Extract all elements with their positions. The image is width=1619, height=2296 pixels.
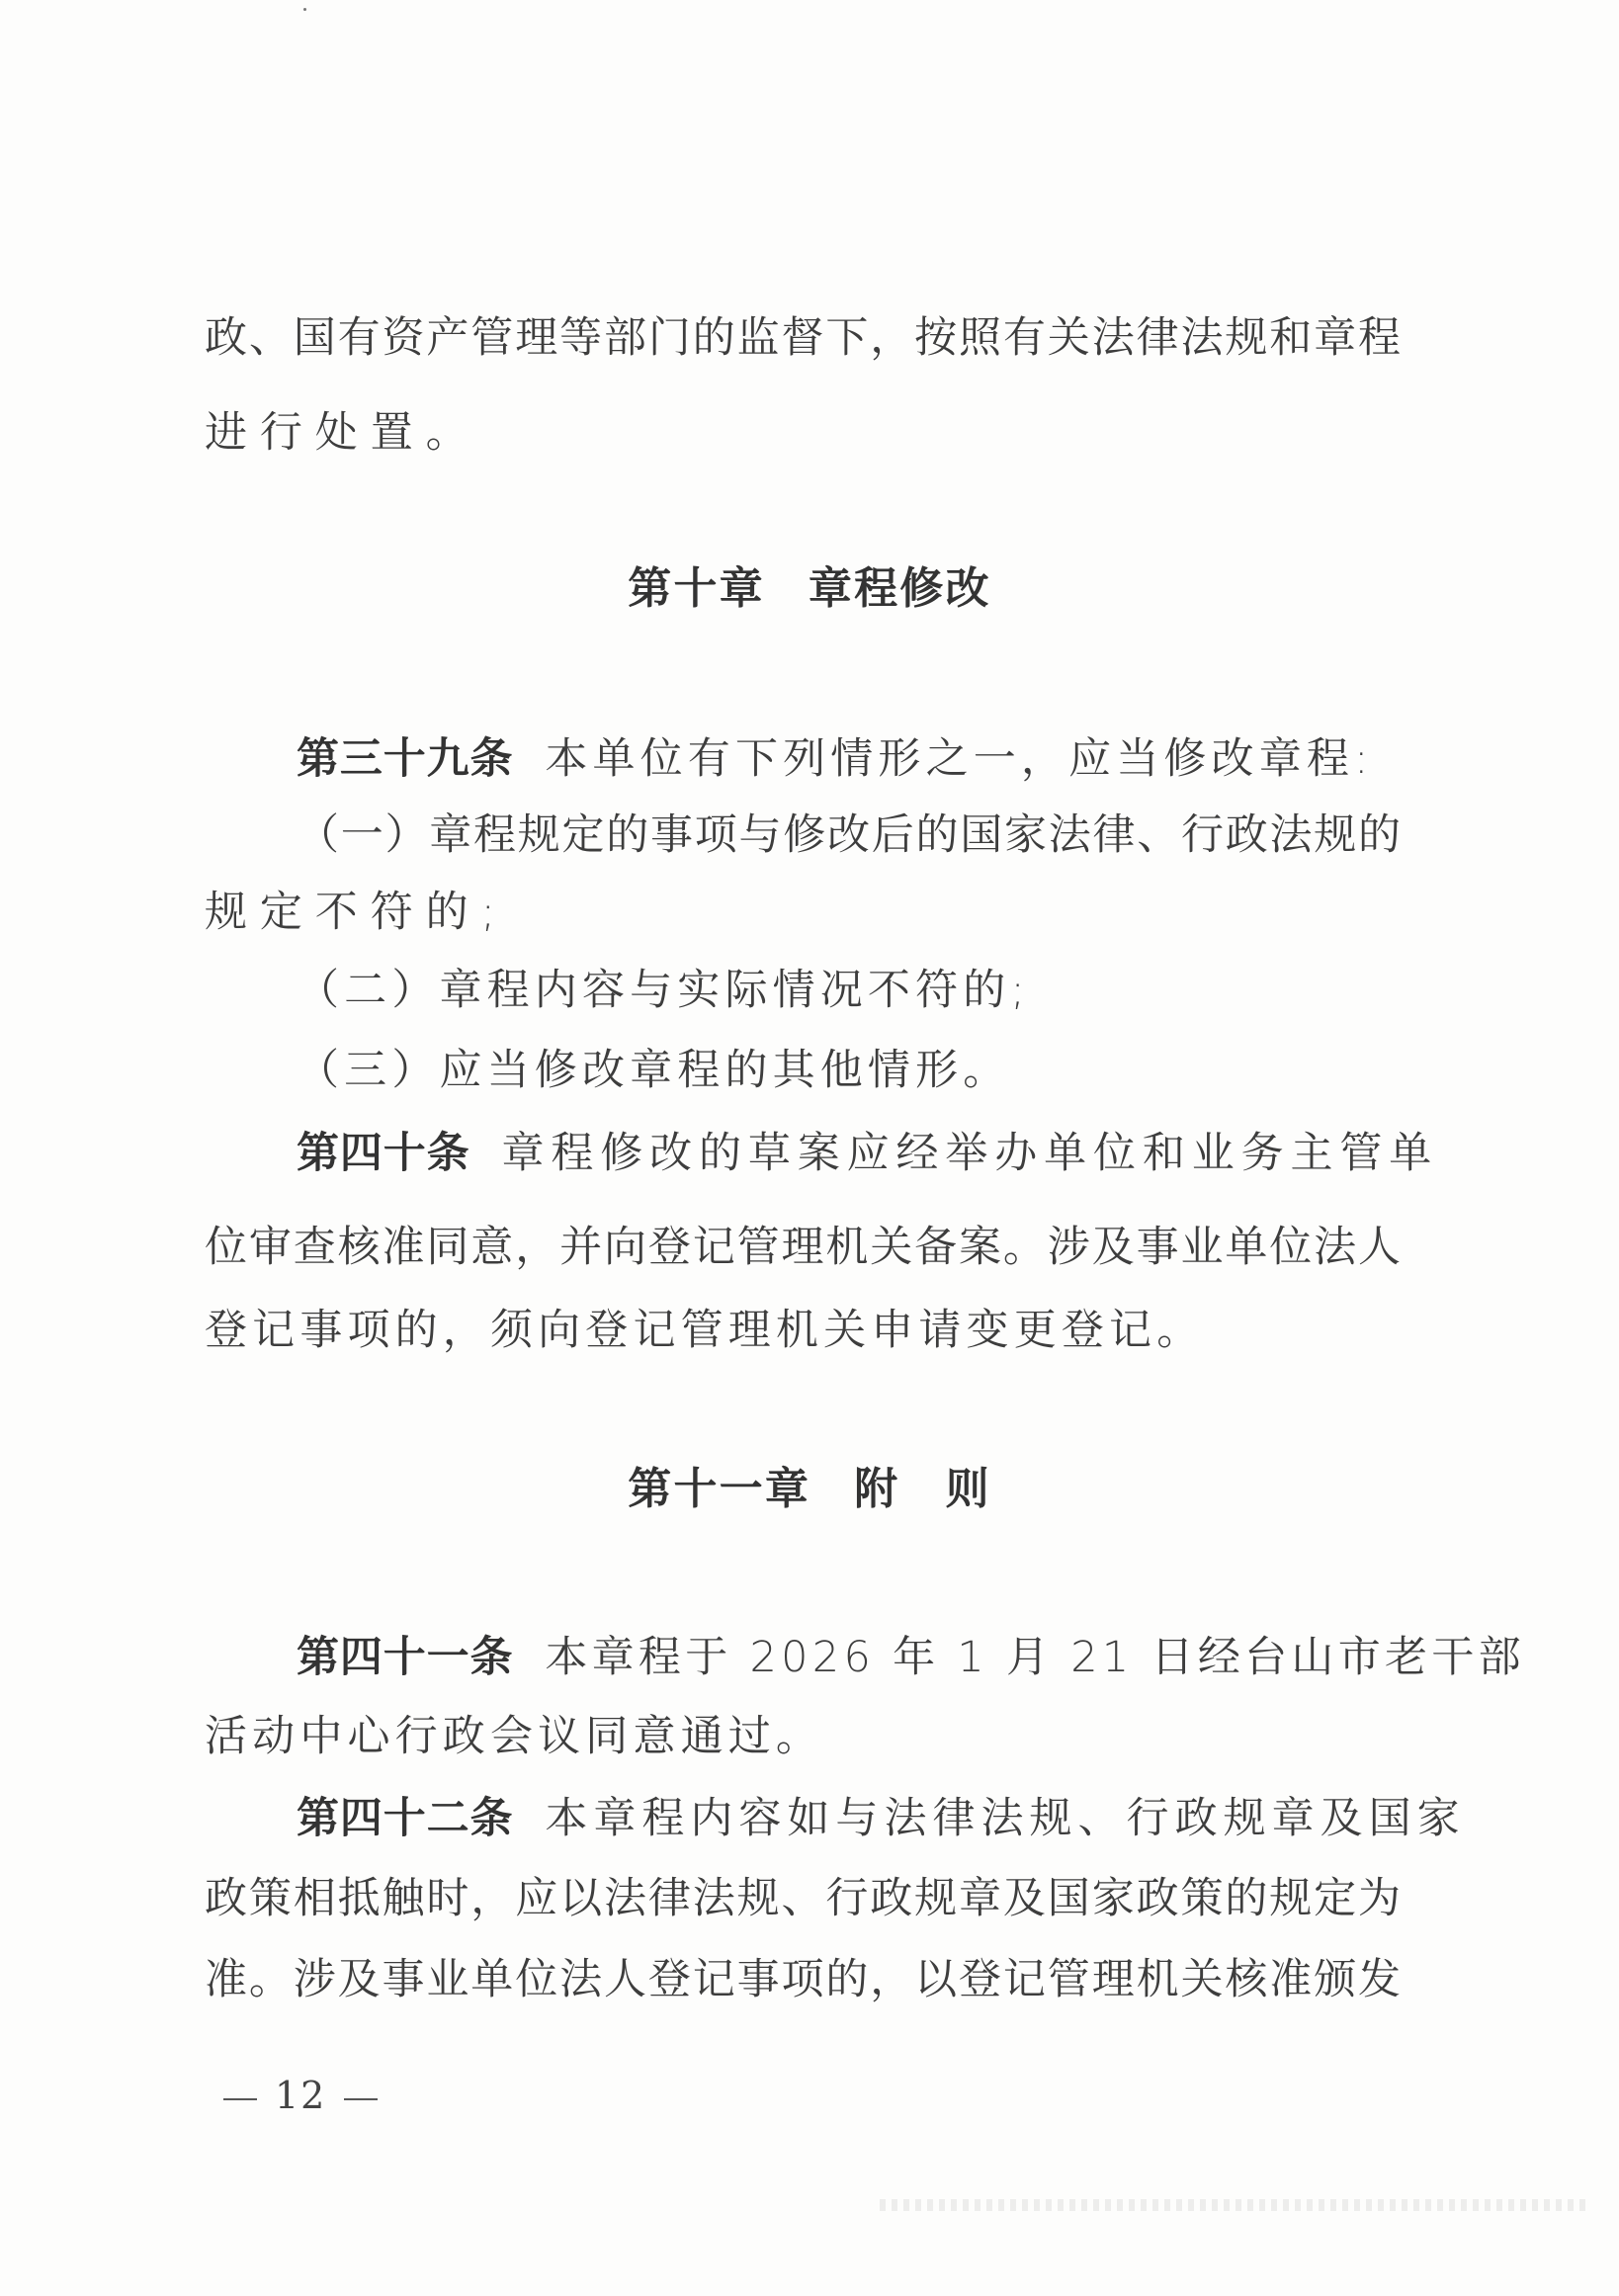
chapter-number: 第十一章 [628,1464,811,1514]
article-39 [297,729,1401,789]
list-item-continuation: 规定不符的; [205,888,508,937]
article-label: 第四十一条 [297,1633,514,1682]
paragraph-line: 政、国有资产管理等部门的监督下，按照有关法律法规和章程 [205,313,1401,363]
paragraph-line: 准。涉及事业单位法人登记事项的，以登记管理机关核准颁发 [205,1955,1401,2004]
article-label: 第四十条 [297,1129,470,1178]
article-41 [297,1628,1525,1687]
paragraph-line: 政策相抵触时，应以法律法规、行政规章及国家政策的规定为 [205,1874,1401,1923]
article-text: 章程修改的草案应经举办单位和业务主管单 [501,1129,1439,1178]
article-text: 本章程于 2026 年 1 月 21 日经台山市老干部 [545,1633,1525,1682]
paragraph-line: 登记事项的，须向登记管理机关申请变更登记。 [205,1306,1205,1355]
article-label: 第四十二条 [297,1794,514,1843]
article-text: 本章程内容如与法律法规、行政规章及国家 [545,1794,1466,1843]
chapter-title: 附 则 [854,1464,991,1514]
paragraph-line: 进行处置。 [205,408,481,458]
list-item: （二）章程内容与实际情况不符的; [297,966,1031,1015]
page-number: 12 [275,2074,327,2117]
paragraph-line: 活动中心行政会议同意通过。 [205,1712,824,1761]
article-42 [297,1789,1466,1848]
paragraph-line: 位审查核准同意，并向登记管理机关备案。涉及事业单位法人 [205,1223,1401,1272]
chapter-heading [0,559,1619,619]
scan-speck [303,8,306,11]
chapter-heading [0,1460,1619,1519]
article-label: 第三十九条 [297,734,514,784]
page-footer [206,2074,395,2117]
chapter-number: 第十章 [628,563,765,614]
scan-bleed-through [880,2199,1591,2211]
dash-right [344,2098,378,2100]
chapter-title: 章程修改 [808,563,991,614]
dash-left [223,2098,257,2100]
article-text: 本单位有下列情形之一，应当修改章程: [545,734,1374,784]
article-40 [297,1124,1439,1183]
list-item: （一）章程规定的事项与修改后的国家法律、行政法规的 [297,810,1401,860]
list-item: （三）应当修改章程的其他情形。 [297,1046,1011,1095]
